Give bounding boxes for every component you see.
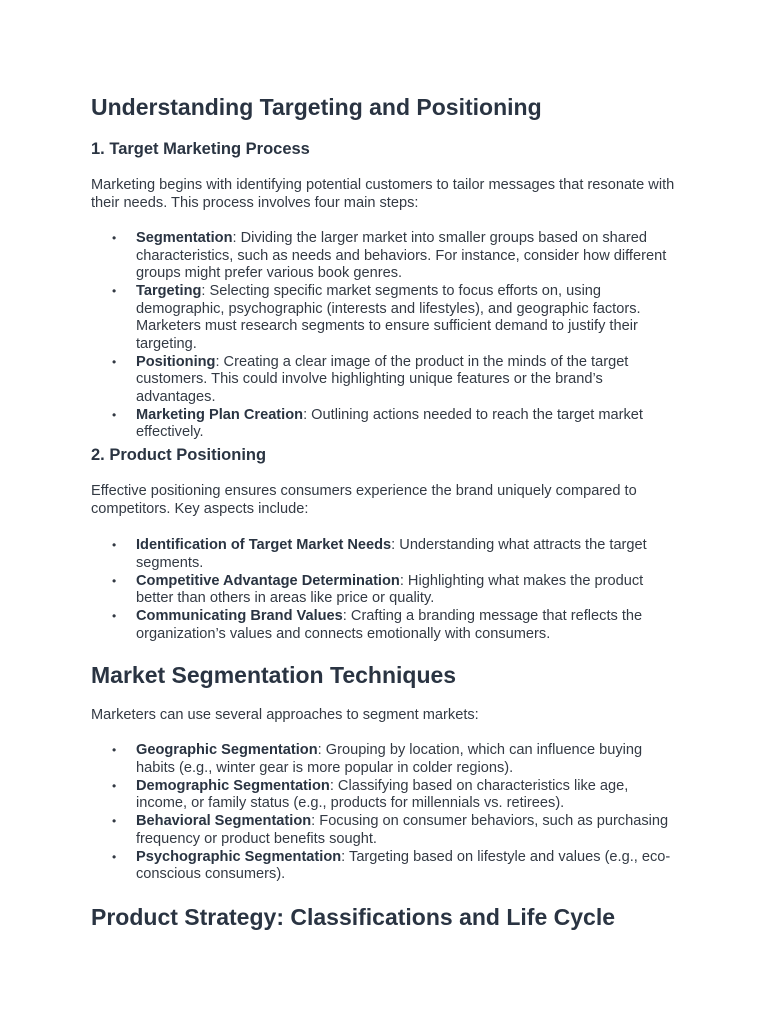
list-item-term: Behavioral Segmentation [136,813,312,829]
list-item-text: : Classifying based on characteristics like age, income, or family status (e.g., products for millennials vs. retirees). [136,777,629,811]
bullet-icon: • [112,609,117,623]
list-item-text: : Creating a clear image of the product in the minds of the target customers. This could involve highlighting unique features or the brand’s advantages. [136,353,629,405]
list-item-term: Identification of Target Market Needs [136,537,392,553]
list-item-term: Competitive Advantage Determination [136,572,400,589]
list-item-text: : Highlighting what makes the product better than others in areas like price or quality. [136,572,644,606]
bullet-icon: • [112,814,117,828]
list-item-term: Psychographic Segmentation [136,848,342,865]
list-item-term: Segmentation [136,230,233,246]
list-item-text: : Understanding what attracts the target segments. [136,537,647,571]
list-item [91,608,681,643]
bullet-icon: • [112,407,117,422]
list-positioning-aspects [91,537,681,644]
list-item-term: Positioning [136,353,216,370]
list-item [91,283,681,353]
list-item-text: : Crafting a branding message that reflects the organization’s values and connects emotionally with consumers. [136,608,643,642]
list-item [91,230,681,283]
list-item-term: Demographic Segmentation [136,777,330,794]
list-item-term: Geographic Segmentation [136,742,318,758]
bullet-icon: • [112,573,117,588]
bullet-icon: • [112,284,117,298]
paragraph-segmentation-intro: Marketers can use several approaches to segment markets: [91,707,479,723]
paragraph-target-marketing-intro: Marketing begins with identifying potential customers to tailor messages that resonate with their needs. This process involves four main steps: [91,177,675,211]
list-item [91,573,681,608]
bullet-icon: • [112,231,117,245]
heading-product-strategy: Product Strategy: Classifications and Life Cycle [91,904,616,930]
list-item-text: : Targeting based on lifestyle and values (e.g., eco-conscious consumers). [136,848,671,882]
list-item [91,778,681,813]
list-item [91,354,681,407]
list-item [91,742,681,777]
list-item [91,813,681,848]
list-item [91,849,681,884]
bullet-icon: • [112,849,117,864]
list-item-text: : Focusing on consumer behaviors, such as purchasing frequency or product benefits sought. [136,813,669,847]
heading-target-marketing-process: 1. Target Marketing Process [91,140,310,158]
list-item [91,537,681,572]
bullet-icon: • [112,538,117,552]
list-item-text: : Grouping by location, which can influence buying habits (e.g., winter gear is more popular in colder regions). [136,742,643,776]
heading-product-positioning: 2. Product Positioning [91,446,267,464]
bullet-icon: • [112,354,117,369]
list-item-text: : Outlining actions needed to reach the target market effectively. [136,406,643,440]
bullet-icon: • [112,778,117,793]
heading-understanding-targeting: Understanding Targeting and Positioning [91,94,542,120]
list-segmentation-techniques [91,742,681,884]
heading-market-segmentation: Market Segmentation Techniques [91,662,457,688]
list-item-text: : Selecting specific market segments to focus efforts on, using demographic, psychographic (interests and lifestyles), and geographic factors. Marketers must research segments to ensure sufficient demand to justify their targeting. [136,283,641,352]
list-item-text: : Dividing the larger market into smaller groups based on shared characteristics, such as needs and behaviors. For instance, consider how different groups might prefer various book genres. [136,230,667,281]
bullet-icon: • [112,743,117,757]
paragraph-product-positioning-intro: Effective positioning ensures consumers experience the brand uniquely compared to competitors. Key aspects include: [91,483,637,517]
list-item [91,407,681,442]
list-item-term: Targeting [136,283,202,299]
list-item-term: Marketing Plan Creation [136,406,304,423]
list-item-term: Communicating Brand Values [136,608,343,624]
list-target-marketing-steps [91,230,681,442]
